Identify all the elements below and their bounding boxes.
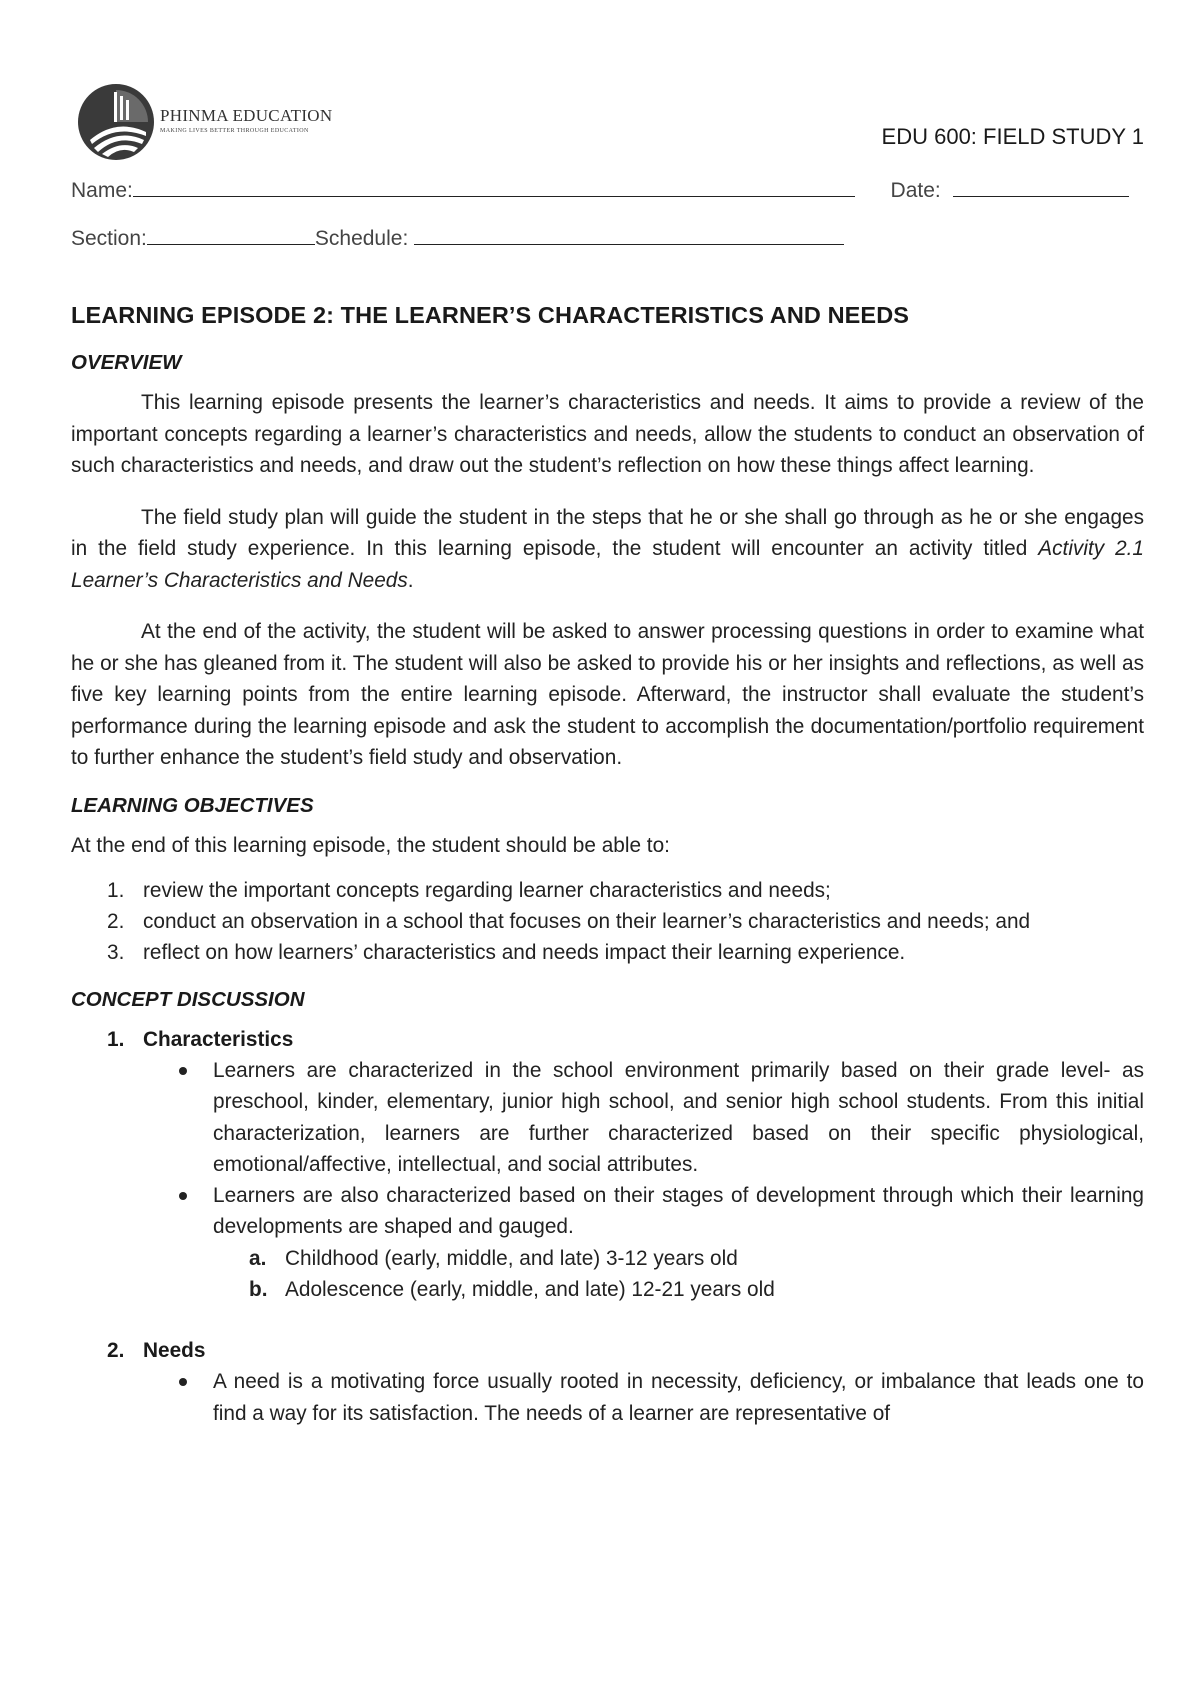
objectives-intro: At the end of this learning episode, the student should be able to: (71, 833, 670, 857)
concept-title-text: Needs (143, 1339, 206, 1363)
objective-number: 3. (107, 941, 125, 964)
overview-p2-end: . (407, 568, 414, 592)
name-field[interactable] (133, 176, 855, 197)
bullet-icon (179, 1192, 187, 1200)
objective-number: 2. (107, 910, 125, 933)
bullet-text: Learners are characterized in the school environment primarily based on their grade level- as preschool, kinder, elementary, junior high school, and senior high school students. From this initial characterization, learners are further characterized based on their specific physiological, emotional/affective, intellectual, and social attributes. (213, 1059, 1144, 1176)
bullet-icon (179, 1378, 187, 1386)
concept-characteristics (71, 1024, 1144, 1305)
concept-heading: CONCEPT DISCUSSION (71, 988, 305, 1011)
sub-text: Adolescence (early, middle, and late) 12-21 years old (285, 1278, 775, 1302)
name-label: Name: (71, 179, 133, 202)
concept-number: 2. (107, 1339, 125, 1363)
bullet-item (71, 1055, 1144, 1180)
overview-paragraph-3: At the end of the activity, the student will be asked to answer processing questions in order to examine what he or she has gleaned from it. The student will also be asked to provide his or her insights and reflections, as well as five key learning points from the entire learning episode. Afterward, the instructor shall evaluate the student’s performance during the learning episode and ask the student to accomplish the documentation/portfolio requirement to further enhance the student’s field study and observation. (71, 620, 1144, 769)
date-label: Date: (890, 179, 941, 202)
overview-p2-text: The field study plan will guide the student in the steps that he or she shall go through as he or she engages in the field study experience. In this learning episode, the student will encounter an activity titled (71, 505, 1144, 560)
course-title: EDU 600: FIELD STUDY 1 (881, 124, 1144, 149)
sub-item (71, 1243, 1144, 1274)
sub-item (71, 1274, 1144, 1305)
schedule-label: Schedule: (314, 227, 409, 250)
objective-text: review the important concepts regarding learner characteristics and needs; (143, 879, 831, 902)
concept-bullets (71, 1366, 1144, 1429)
objective-text: reflect on how learners’ characteristics and needs impact their learning experience. (143, 941, 906, 964)
concept-title (71, 1024, 1144, 1055)
overview-paragraph-2 (71, 502, 1144, 597)
schedule-field[interactable] (414, 224, 844, 245)
activity-title: Activity 2.1 Learner’s Characteristics and Needs (71, 537, 1144, 592)
overview-paragraph-1: This learning episode presents the learner’s characteristics and needs. It aims to provide a review of the important concepts regarding a learner’s characteristics and needs, allow the students to conduct an observation of such characteristics and needs, and draw out the student’s reflection on how these things affect learning. (71, 391, 1144, 477)
bullet-text: Learners are also characterized based on their stages of development through which their learning developments are shaped and gauged. (213, 1184, 1144, 1239)
date-field[interactable] (953, 176, 1129, 197)
bullet-text: A need is a motivating force usually rooted in necessity, deficiency, or imbalance that leads one to find a way for its satisfaction. The needs of a learner are representative of (213, 1370, 1144, 1425)
document-body (71, 302, 1144, 1447)
concept-title (71, 1335, 1144, 1366)
concept-bullets (71, 1055, 1144, 1243)
objectives-heading: LEARNING OBJECTIVES (71, 793, 314, 817)
logo-name: PHINMA EDUCATION (160, 106, 333, 125)
logo-tagline: MAKING LIVES BETTER THROUGH EDUCATION (160, 128, 309, 134)
sub-label: b. (249, 1278, 268, 1302)
objective-item (71, 875, 1144, 906)
section-field[interactable] (147, 224, 315, 245)
concept-needs (71, 1335, 1144, 1429)
overview-heading: OVERVIEW (71, 351, 182, 374)
bullet-icon (179, 1067, 187, 1075)
phinma-emblem-icon (76, 82, 156, 162)
concept-title-text: Characteristics (143, 1028, 294, 1051)
name-date-row (71, 176, 1129, 203)
objective-item (71, 937, 1144, 968)
objectives-list (71, 875, 1144, 968)
sub-label: a. (249, 1246, 267, 1270)
phinma-logo (76, 82, 336, 168)
objective-item (71, 906, 1144, 937)
episode-title: LEARNING EPISODE 2: THE LEARNER’S CHARACTERISTICS AND NEEDS (71, 302, 910, 328)
objective-text: conduct an observation in a school that focuses on their learner’s characteristics and needs; and (143, 910, 1031, 933)
concept-number: 1. (107, 1028, 125, 1051)
sub-text: Childhood (early, middle, and late) 3-12 years old (285, 1246, 738, 1270)
bullet-item (71, 1180, 1144, 1243)
section-schedule-row (71, 224, 844, 251)
objective-number: 1. (107, 879, 125, 902)
bullet-item (71, 1366, 1144, 1429)
section-label: Section: (71, 227, 147, 250)
